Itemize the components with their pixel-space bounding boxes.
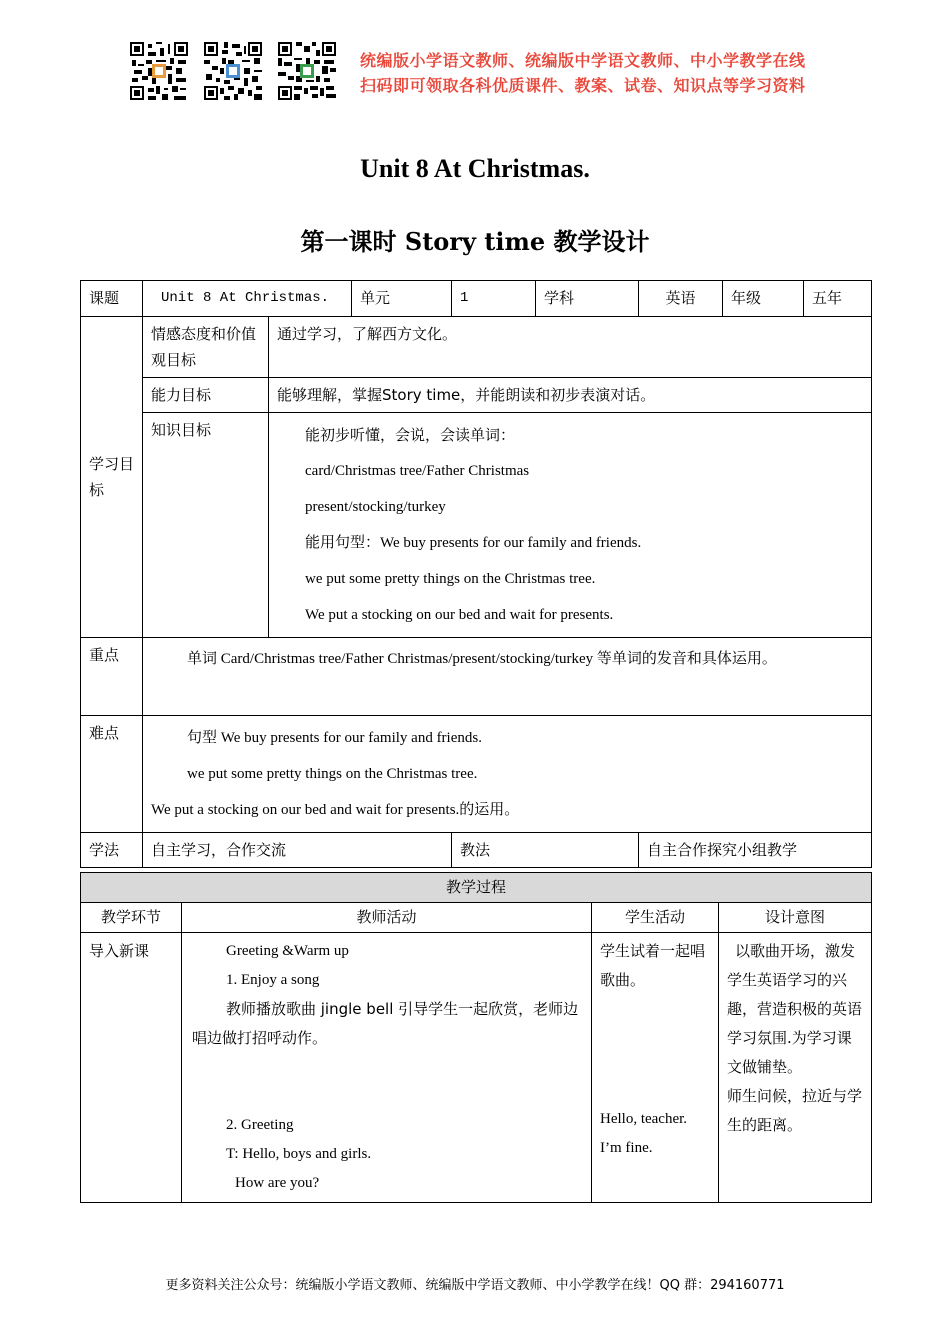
teacher-line: T: Hello, boys and girls. [226,1146,372,1162]
header-student: 学生活动 [592,903,719,933]
key-label: 重点 [81,638,143,716]
teacher-line: 2. Greeting [226,1117,294,1133]
emotion-goal-label: 情感态度和价值观目标 [143,317,269,378]
page-footer: 更多资料关注公众号：统编版小学语文教师、统编版中学语文教师、中小学教学在线！QQ 群：294160771 [165,1278,785,1293]
student-line: I’m fine. [600,1140,653,1156]
document-subtitle: 第一课时 Story time 教学设计 [300,227,650,256]
knowledge-line: we put some pretty things on the Christmas tree. [305,571,596,587]
qr-code-3 [278,42,336,100]
difficulty-line: We put a stocking on our bed and wait for presents.的运用。 [151,802,520,818]
promo-banner [360,48,806,98]
grade-label: 年级 [723,281,804,317]
topic-label: 课题 [81,281,143,317]
teacher-activity [182,933,592,1203]
topic-value: Unit 8 At Christmas. [143,281,352,317]
intent-line: 以歌曲开场，激发学生英语学习的兴趣，营造积极的英语学习氛围.为学习课文做铺垫。 [727,942,863,1076]
stage-cell: 导入新课 [81,933,182,1203]
promo-line-1: 统编版小学语文教师、统编版中学语文教师、中小学教学在线 [360,51,806,70]
teaching-method-label: 教法 [452,833,639,868]
process-title: 教学过程 [81,873,872,903]
knowledge-goal-text [269,413,872,638]
knowledge-line: 能初步听懂，会说，会读单词： [305,426,516,444]
knowledge-goal-label: 知识目标 [143,413,269,638]
header-intent: 设计意图 [719,903,872,933]
key-text: 单词 Card/Christmas tree/Father Christmas/present/stocking/turkey 等单词的发音和具体运用。 [143,638,872,716]
student-activity [592,933,719,1203]
learning-method-value: 自主学习，合作交流 [143,833,452,868]
learning-method-label: 学法 [81,833,143,868]
grade-value: 五年 [804,281,872,317]
subject-value: 英语 [639,281,723,317]
unit-label: 单元 [352,281,452,317]
header-teacher: 教师活动 [182,903,592,933]
teaching-method-value: 自主合作探究小组教学 [639,833,872,868]
design-intent [719,933,872,1203]
teacher-line: 教师播放歌曲 jingle bell 引导学生一起欣赏，老师边唱边做打招呼动作。 [192,1000,579,1047]
promo-line-2: 扫码即可领取各科优质课件、教案、试卷、知识点等学习资料 [360,76,806,95]
knowledge-line: card/Christmas tree/Father Christmas [305,463,530,479]
difficulty-line: 句型 We buy presents for our family and friends. [187,730,482,746]
teacher-line: 1. Enjoy a song [226,972,320,988]
teacher-line: How are you? [235,1175,320,1191]
teacher-line: Greeting &Warm up [226,943,349,959]
ability-goal-label: 能力目标 [143,378,269,413]
knowledge-line: We put a stocking on our bed and wait for presents. [305,607,614,623]
teaching-process-table [80,872,872,1203]
knowledge-line: 能用句型：We buy presents for our family and friends. [305,535,642,551]
subject-label: 学科 [536,281,639,317]
difficulty-text [143,716,872,833]
qr-code-2 [204,42,262,100]
student-line: Hello, teacher. [600,1111,688,1127]
lesson-info-table [80,280,872,868]
unit-value: 1 [452,281,536,317]
emotion-goal-text: 通过学习，了解西方文化。 [269,317,872,378]
difficulty-line: we put some pretty things on the Christmas tree. [187,766,478,782]
intent-line: 师生问候，拉近与学生的距离。 [727,1087,863,1134]
student-line: 学生试着一起唱歌曲。 [600,942,706,989]
header-stage: 教学环节 [81,903,182,933]
document-title: Unit 8 At Christmas. [360,154,590,183]
knowledge-line: present/stocking/turkey [305,499,446,515]
ability-goal-text: 能够理解，掌握Story time，并能朗读和初步表演对话。 [269,378,872,413]
goals-label: 学习目标 [81,317,143,638]
difficulty-label: 难点 [81,716,143,833]
qr-code-1 [130,42,188,100]
